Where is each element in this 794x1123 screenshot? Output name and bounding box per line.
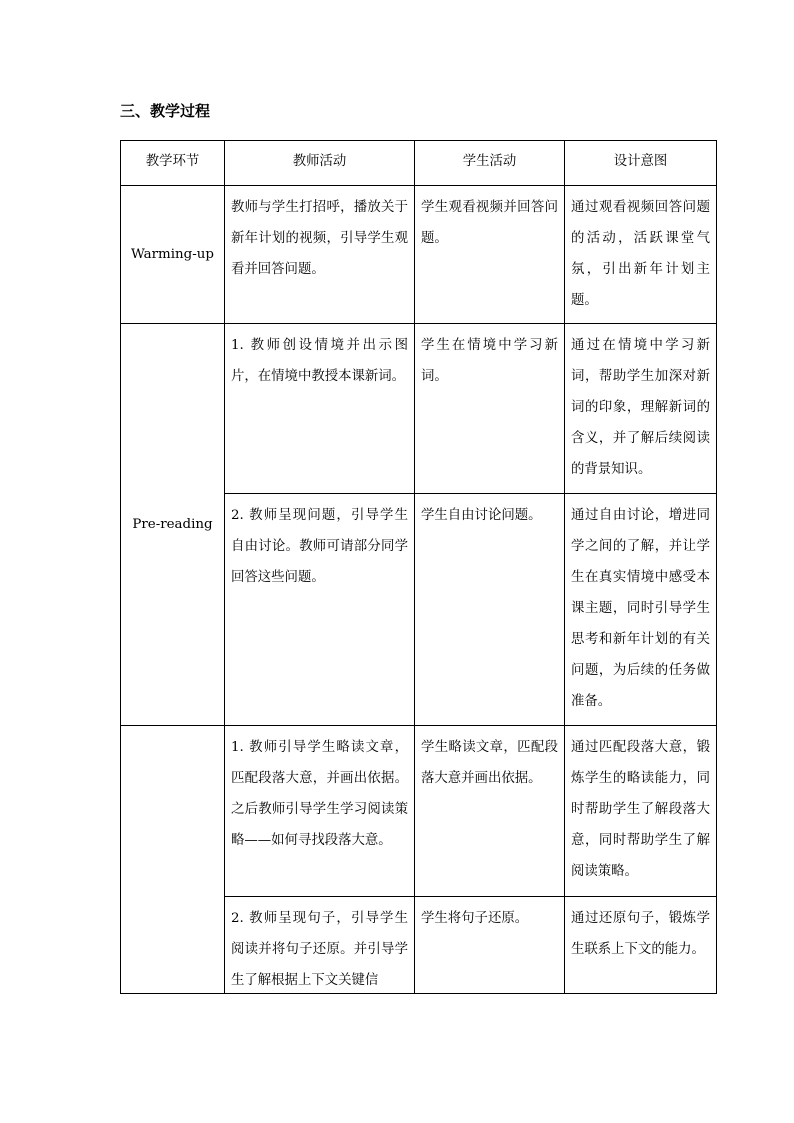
student-activity-cell: 学生在情境中学习新词。 xyxy=(415,324,565,494)
design-intent-cell: 通过匹配段落大意，锻炼学生的略读能力，同时帮助学生了解段落大意，同时帮助学生了解阅读策略。 xyxy=(565,726,717,897)
teacher-activity-cell: 教师与学生打招呼，播放关于新年计划的视频，引导学生观看并回答问题。 xyxy=(225,186,415,324)
teacher-activity-cell: 2. 教师呈现问题，引导学生自由讨论。教师可请部分同学回答这些问题。 xyxy=(225,494,415,726)
table-header-row xyxy=(121,141,717,186)
design-intent-cell: 通过在情境中学习新词，帮助学生加深对新词的印象，理解新词的含义，并了解后续阅读的背景知识。 xyxy=(565,324,717,494)
section-title: 三、教学过程 xyxy=(120,102,211,120)
student-activity-cell: 学生自由讨论问题。 xyxy=(415,494,565,726)
teacher-activity-cell xyxy=(225,897,415,994)
table-row xyxy=(121,324,717,494)
student-activity-cell: 学生略读文章，匹配段落大意并画出依据。 xyxy=(415,726,565,897)
teacher-activity-cell: 1. 教师创设情境并出示图片，在情境中教授本课新词。 xyxy=(225,324,415,494)
table-row xyxy=(121,726,717,897)
header-student-activity: 学生活动 xyxy=(415,141,565,186)
design-intent-cell: 通过还原句子，锻炼学生联系上下文的能力。 xyxy=(565,897,717,994)
design-intent-cell: 通过观看视频回答问题的活动，活跃课堂气氛，引出新年计划主题。 xyxy=(565,186,717,324)
student-activity-cell: 学生将句子还原。 xyxy=(415,897,565,994)
design-intent-cell: 通过自由讨论，增进同学之间的了解，并让学生在真实情境中感受本课主题，同时引导学生思考和新年计划的有关问题，为后续的任务做准备。 xyxy=(565,494,717,726)
table-row xyxy=(121,186,717,324)
header-design-intent: 设计意图 xyxy=(565,141,717,186)
student-activity-cell: 学生观看视频并回答问题。 xyxy=(415,186,565,324)
header-teacher-activity: 教师活动 xyxy=(225,141,415,186)
teaching-process-table xyxy=(120,140,717,994)
stage-pre-reading: Pre-reading xyxy=(121,324,225,726)
teacher-activity-cell: 1. 教师引导学生略读文章，匹配段落大意，并画出依据。之后教师引导学生学习阅读策略——如何寻找段落大意。 xyxy=(225,726,415,897)
header-stage: 教学环节 xyxy=(121,141,225,186)
stage-while-reading xyxy=(121,726,225,994)
teacher-activity-text: 2. 教师呈现句子，引导学生阅读并将句子还原。并引导学生了解根据上下文关键信 xyxy=(231,911,408,988)
stage-warming-up: Warming-up xyxy=(121,186,225,324)
